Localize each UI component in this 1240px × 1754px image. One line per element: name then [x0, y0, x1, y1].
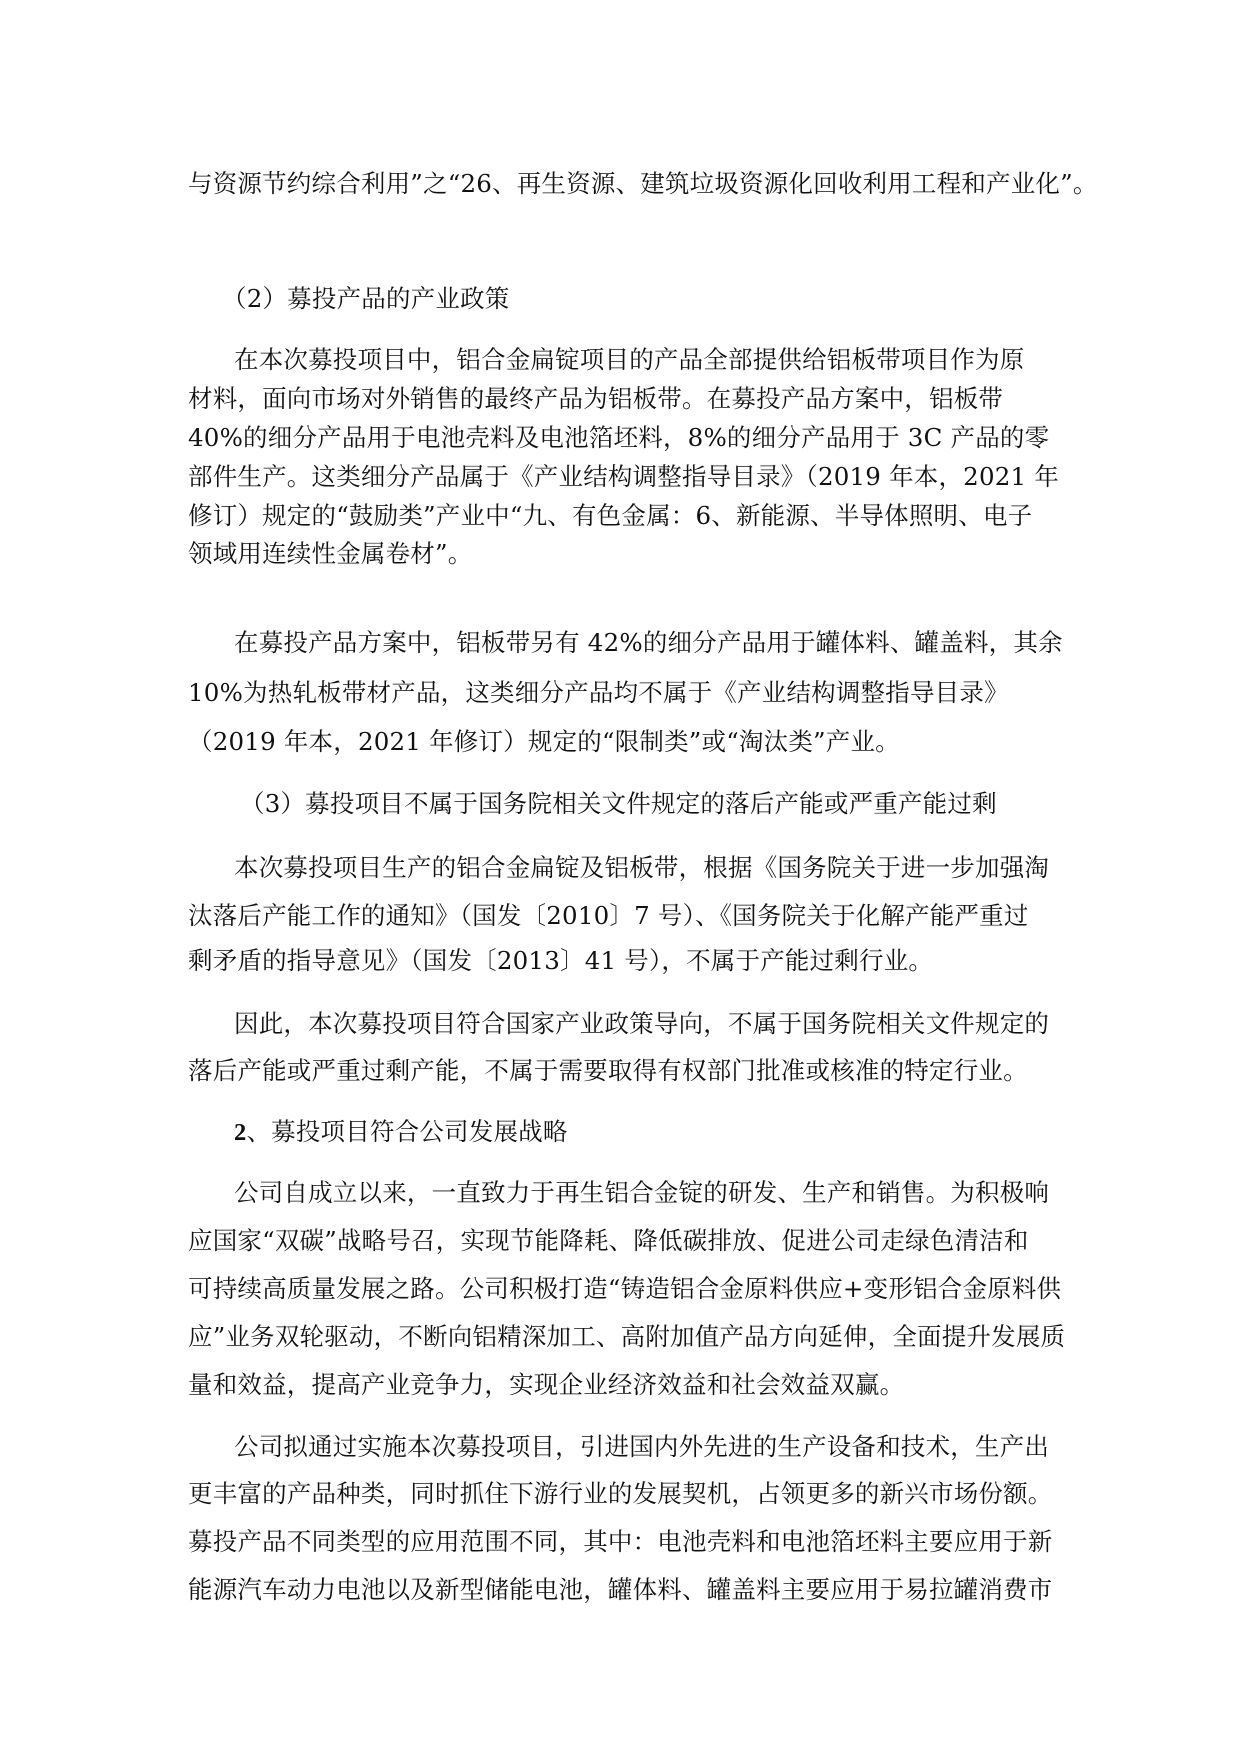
paragraph-line: 更丰富的产品种类，同时抓住下游行业的发展契机，占领更多的新兴市场份额。	[188, 1479, 1053, 1508]
paragraph-line: 与资源节约综合利用”之“26、再生资源、建筑垃圾资源化回收利用工程和产业化”。	[188, 169, 1098, 198]
section-number: 2	[234, 1119, 247, 1146]
paragraph-line: 汰落后产能工作的通知》（国发〔2010〕7 号）、《国务院关于化解产能严重过	[188, 901, 1029, 930]
paragraph-line: 落后产能或严重过剩产能，不属于需要取得有权部门批准或核准的特定行业。	[188, 1056, 1028, 1085]
paragraph-line: 公司自成立以来，一直致力于再生铝合金锭的研发、生产和销售。为积极响	[234, 1178, 1050, 1207]
section-heading	[234, 1116, 568, 1149]
paragraph-line: 本次募投项目生产的铝合金扁锭及铝板带，根据《国务院关于进一步加强淘	[234, 853, 1050, 882]
paragraph-line: 40%的细分产品用于电池壳料及电池箔坯料，8%的细分产品用于 3C 产品的零	[188, 423, 1050, 452]
paragraph-line: 能源汽车动力电池以及新型储能电池，罐体料、罐盖料主要应用于易拉罐消费市	[188, 1575, 1053, 1604]
paragraph-line: 10%为热轧板带材产品，这类细分产品均不属于《产业结构调整指导目录》	[188, 678, 1009, 707]
section-number-separator: 、	[246, 1117, 272, 1146]
subsection-heading: （2）募投产品的产业政策	[222, 284, 510, 313]
paragraph-line: 在本次募投项目中，铝合金扁锭项目的产品全部提供给铝板带项目作为原	[234, 345, 1025, 374]
paragraph-line: 剩矛盾的指导意见》（国发〔2013〕41 号），不属于产能过剩行业。	[188, 946, 934, 975]
paragraph-line: 公司拟通过实施本次募投项目，引进国内外先进的生产设备和技术，生产出	[234, 1432, 1050, 1461]
subsection-heading: （3）募投项目不属于国务院相关文件规定的落后产能或严重产能过剩	[240, 789, 997, 818]
paragraph-line: 可持续高质量发展之路。公司积极打造“铸造铝合金原料供应+变形铝合金原料供	[188, 1274, 1062, 1303]
paragraph-line: （2019 年本，2021 年修订）规定的“限制类”或“淘汰类”产业。	[188, 727, 900, 756]
section-title: 募投项目符合公司发展战略	[271, 1117, 568, 1146]
paragraph-line: 领域用连续性金属卷材”。	[188, 539, 473, 568]
paragraph-line: 应”业务双轮驱动，不断向铝精深加工、高附加值产品方向延伸，全面提升发展质	[188, 1322, 1066, 1351]
paragraph-line: 材料，面向市场对外销售的最终产品为铝板带。在募投产品方案中，铝板带	[188, 384, 1004, 413]
paragraph-line: 应国家“双碳”战略号召，实现节能降耗、降低碳排放、促进公司走绿色清洁和	[188, 1226, 1029, 1255]
paragraph-line: 部件生产。这类细分产品属于《产业结构调整指导目录》（2019 年本，2021 年	[188, 462, 1060, 491]
paragraph-line: 修订）规定的“鼓励类”产业中“九、有色金属：6、新能源、半导体照明、电子	[188, 501, 1033, 530]
paragraph-line: 募投产品不同类型的应用范围不同，其中：电池壳料和电池箔坯料主要应用于新	[188, 1527, 1053, 1556]
paragraph-line: 量和效益，提高产业竞争力，实现企业经济效益和社会效益双赢。	[188, 1370, 905, 1399]
paragraph-line: 在募投产品方案中，铝板带另有 42%的细分产品用于罐体料、罐盖料，其余	[234, 628, 1063, 657]
paragraph-line: 因此，本次募投项目符合国家产业政策导向，不属于国务院相关文件规定的	[234, 1009, 1050, 1038]
